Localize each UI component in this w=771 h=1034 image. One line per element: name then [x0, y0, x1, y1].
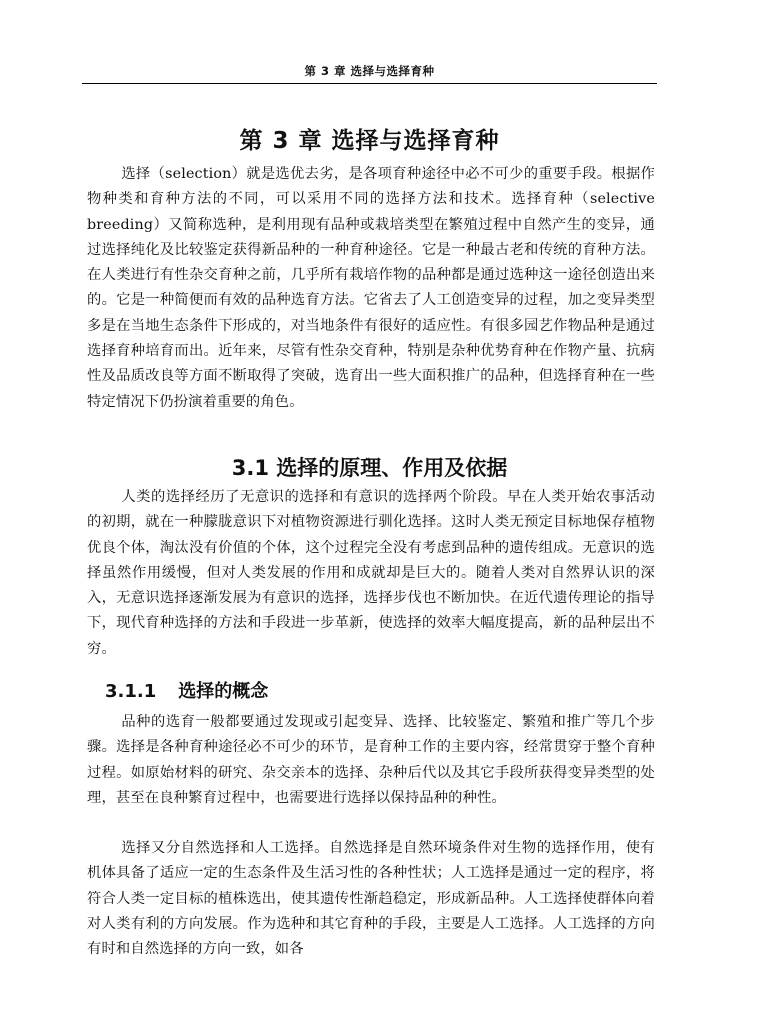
section-title: 选择的概念 — [178, 681, 269, 702]
running-header: 第 3 章 选择与选择育种 — [304, 64, 435, 78]
header-rule — [82, 83, 657, 84]
chapter-title: 第 3 章 选择与选择育种 — [239, 128, 500, 154]
section-number: 3.1.1 — [105, 681, 157, 702]
section-3-1-1-heading — [105, 677, 268, 703]
section-3-1-1-paragraph-1: 品种的选育一般都要通过发现或引起变异、选择、比较鉴定、繁殖和推广等几个步骤。选择是各种育种途径必不可少的环节，是育种工作的主要内容，经常贯穿于整个育种过程。如原始材料的研究、杂交亲本的选择、杂种后代以及其它手段所获得变异类型的处理，甚至在良种繁育过程中，也需要进行选择以保持品种的种性。 — [87, 714, 655, 806]
section-3-1-heading: 3.1 选择的原理、作用及依据 — [231, 456, 508, 480]
section-3-1-1-paragraph-2: 选择又分自然选择和人工选择。自然选择是自然环境条件对生物的选择作用，使有机体具备了适应一定的生态条件及生活习性的各种性状；人工选择是通过一定的程序，将符合人类一定目标的植株选出，使其遗传性渐趋稳定，形成新品种。人工选择使群体向着对人类有利的方向发展。作为选种和其它育种的手段，主要是人工选择。人工选择的方向有时和自然选择的方向一致，如各 — [87, 840, 655, 958]
section-3-1-paragraph: 人类的选择经历了无意识的选择和有意识的选择两个阶段。早在人类开始农事活动的初期，就在一种朦胧意识下对植物资源进行驯化选择。这时人类无预定目标地保存植物优良个体，淘汰没有价值的个体，这个过程完全没有考虑到品种的遗传组成。无意识的选择虽然作用缓慢，但对人类发展的作用和成就却是巨大的。随着人类对自然界认识的深入，无意识选择逐渐发展为有意识的选择，选择步伐也不断加快。在近代遗传理论的指导下，现代育种选择的方法和手段进一步革新，使选择的效率大幅度提高，新的品种层出不穷。 — [87, 489, 655, 657]
chapter-intro-paragraph: 选择（selection）就是选优去劣，是各项育种途径中必不可少的重要手段。根据作物种类和育种方法的不同，可以采用不同的选择方法和技术。选择育种（selective breeding）又简称选种，是利用现有品种或栽培类型在繁殖过程中自然产生的变异，通过选择纯化及比较鉴定获得新品种的一种育种途径。它是一种最古老和传统的育种方法。在人类进行有性杂交育种之前，几乎所有栽培作物的品种都是通过选种这一途径创造出来的。它是一种简便而有效的品种选育方法。它省去了人工创造变异的过程，加之变异类型多是在当地生态条件下形成的，对当地条件有很好的适应性。有很多园艺作物品种是通过选择育种培育而出。近年来，尽管有性杂交育种，特别是杂种优势育种在作物产量、抗病性及品质改良等方面不断取得了突破，选育出一些大面积推广的品种，但选择育种在一些特定情况下仍扮演着重要的角色。 — [87, 166, 655, 410]
